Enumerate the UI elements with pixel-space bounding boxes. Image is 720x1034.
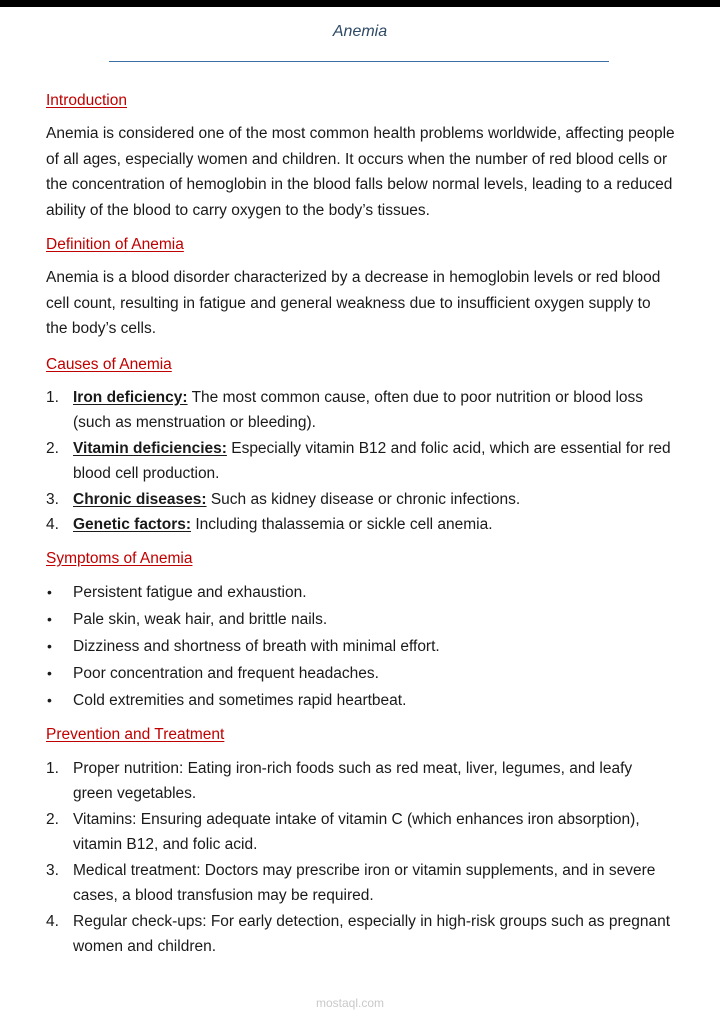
cause-term: Genetic factors:	[73, 516, 192, 533]
symptom-text: Poor concentration and frequent headaches.	[73, 664, 379, 682]
watermark: mostaql.com	[316, 996, 385, 1010]
bullet: •	[47, 637, 52, 654]
list-item	[46, 687, 676, 714]
list-number: 2.	[46, 439, 59, 457]
cause-term: Iron deficiency:	[73, 388, 188, 406]
page-title: Anemia	[332, 23, 388, 40]
list-item	[46, 579, 676, 606]
definition-paragraph: Anemia is a blood disorder characterized by a decrease in hemoglobin levels or red blood cell count, resulting in fatigue and general weakness due to insufficient oxygen supply to the body’s cells.	[46, 269, 661, 337]
list-number: 3.	[46, 861, 59, 879]
bullet: •	[47, 583, 52, 600]
symptom-text: Dizziness and shortness of breath with minimal effort.	[73, 637, 440, 655]
list-item	[46, 512, 676, 538]
prevention-list	[46, 756, 676, 960]
list-item	[46, 756, 676, 807]
symptoms-list	[46, 579, 676, 714]
list-item	[46, 385, 676, 436]
list-item	[46, 909, 676, 960]
cause-term: Chronic diseases:	[73, 490, 207, 508]
section-heading-introduction: Introduction	[46, 92, 127, 109]
section-heading-prevention: Prevention and Treatment	[46, 725, 225, 743]
prevention-text: Vitamins: Ensuring adequate intake of vitamin C (which enhances iron absorption), vitamin B12, and folic acid.	[73, 810, 640, 853]
section-heading-definition: Definition of Anemia	[46, 236, 184, 253]
list-number: 1.	[46, 388, 59, 406]
list-item	[46, 807, 676, 858]
list-number: 3.	[46, 490, 59, 508]
bullet: •	[47, 610, 52, 627]
prevention-text: Proper nutrition: Eating iron-rich foods such as red meat, liver, legumes, and leafy green vegetables.	[73, 759, 633, 802]
prevention-text: Medical treatment: Doctors may prescribe iron or vitamin supplements, and in severe cases, a blood transfusion may be required.	[73, 861, 656, 904]
list-number: 1.	[46, 759, 59, 777]
list-number: 2.	[46, 810, 59, 828]
prevention-text: Regular check-ups: For early detection, especially in high-risk groups such as pregnant women and children.	[73, 912, 671, 955]
section-heading-symptoms: Symptoms of Anemia	[46, 549, 193, 567]
list-number: 4.	[46, 516, 59, 533]
causes-list	[46, 385, 676, 538]
document-body	[46, 90, 676, 960]
list-item	[46, 660, 676, 687]
list-number: 4.	[46, 912, 59, 930]
bullet: •	[47, 691, 52, 708]
bullet: •	[47, 664, 52, 681]
cause-description: Including thalassemia or sickle cell anemia.	[191, 516, 493, 533]
symptom-text: Persistent fatigue and exhaustion.	[73, 583, 307, 601]
cause-term: Vitamin deficiencies:	[73, 439, 227, 457]
list-item	[46, 606, 676, 633]
cause-description: The most common cause, often due to poor nutrition or blood loss (such as menstruation or bleeding).	[73, 388, 644, 431]
list-item	[46, 436, 676, 487]
top-bar	[0, 0, 720, 7]
symptom-text: Pale skin, weak hair, and brittle nails.	[73, 610, 328, 628]
section-heading-causes: Causes of Anemia	[46, 355, 172, 373]
introduction-paragraph: Anemia is considered one of the most common health problems worldwide, affecting people of all ages, especially women and children. It occurs when the number of red blood cells or the concentration of hemoglobin in the blood falls below normal levels, leading to a reduced ability of the blood to carry oxygen to the body’s tissues.	[46, 125, 675, 219]
cause-description: Such as kidney disease or chronic infections.	[206, 490, 521, 508]
cause-description: Especially vitamin B12 and folic acid, which are essential for red blood cell production.	[73, 439, 671, 482]
title-divider	[109, 61, 609, 62]
list-item	[46, 633, 676, 660]
list-item	[46, 487, 676, 513]
list-item	[46, 858, 676, 909]
symptom-text: Cold extremities and sometimes rapid heartbeat.	[73, 691, 407, 709]
